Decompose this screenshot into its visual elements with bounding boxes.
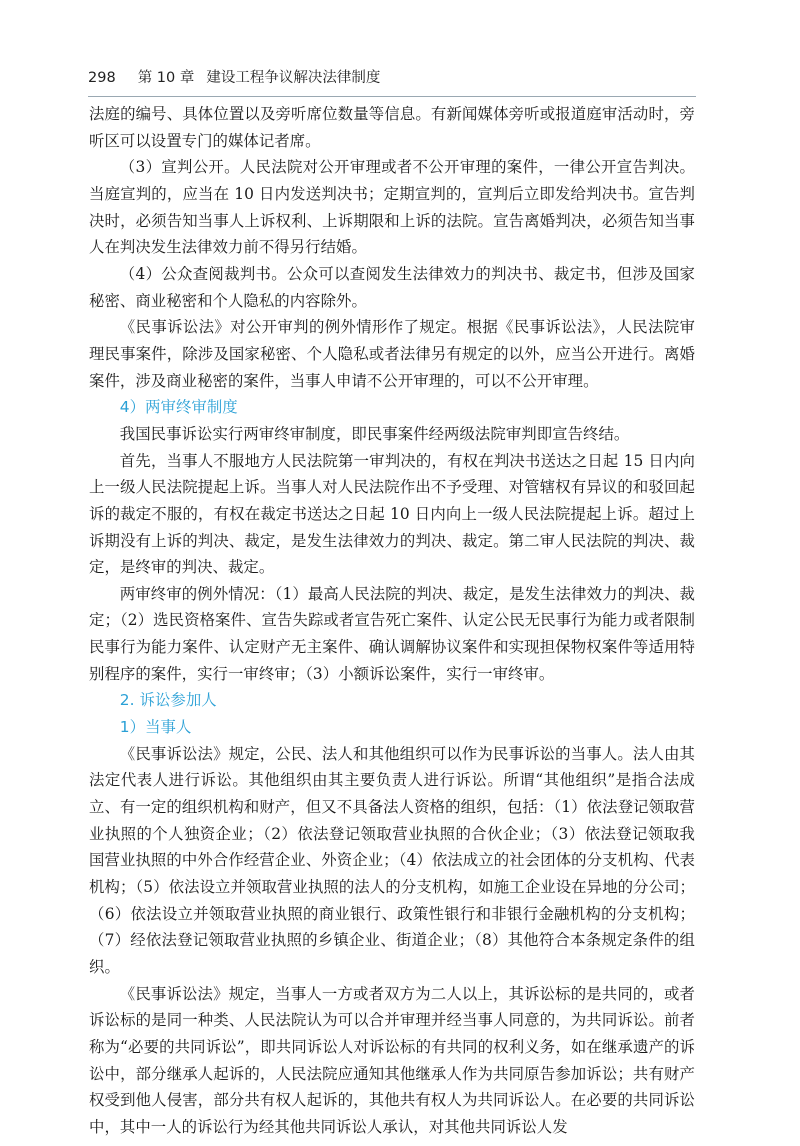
paragraph-public-access: （4）公众查阅裁判书。公众可以查阅发生法律效力的判决书、裁定书，但涉及国家秘密、商业秘密和个人隐私的内容除外。 (89, 264, 695, 310)
chapter-title: 建设工程争议解决法律制度 (206, 70, 381, 86)
paragraph-joint-litigation: 《民事诉讼法》规定，当事人一方或者双方为二人以上，其诉讼标的是共同的，或者诉讼标的是同一种类、人民法院认为可以合并审理并经当事人同意的，为共同诉讼。前者称为“必要的共同诉讼”，即共同诉讼人对诉讼标的有共同的权利义务，如在继承遗产的诉讼中，部分继承人起诉的，人民法院应通知其他继承人作为共同原告参加诉讼；共有财产权受到他人侵害，部分共有权人起诉的，其他共有权人为共同诉讼人。在必要的共同诉讼中，其中一人的诉讼行为经其他共同诉讼人承认，对其他共同诉讼人发 (89, 984, 695, 1136)
section-heading-parties: 1）当事人 (119, 718, 192, 737)
section-heading-two-instance: 4）两审终审制度 (119, 398, 238, 417)
chapter-number: 第 10 章 (137, 70, 195, 86)
paragraph-appeal: 首先，当事人不服地方人民法院第一审判决的，有权在判决书送达之日起 15 日内向上一级人民法院提起上诉。当事人对人民法院作出不予受理、对管辖权有异议的和驳回起诉的裁定不服的，有权在裁定书送达之日起 10 日内向上一级人民法院提起上诉。超过上诉期没有上诉的判决、裁定，是发生法律效力的判决、裁定。第二审人民法院的判决、裁定，是终审的判决、裁定。 (89, 451, 695, 577)
paragraph-exceptions: 《民事诉讼法》对公开审判的例外情形作了规定。根据《民事诉讼法》，人民法院审理民事案件，除涉及国家秘密、个人隐私或者法律另有规定的以外，应当公开进行。离婚案件，涉及商业秘密的案件，当事人申请不公开审理的，可以不公开审理。 (89, 318, 695, 390)
header-divider (88, 96, 696, 97)
paragraph-continued: 法庭的编号、具体位置以及旁听席位数量等信息。有新闻媒体旁听或报道庭审活动时，旁听区可以设置专门的媒体记者席。 (89, 105, 695, 150)
body-text (89, 101, 695, 1141)
paragraph-two-instance-intro: 我国民事诉讼实行两审终审制度，即民事案件经两级法院审判即宣告终结。 (119, 424, 630, 443)
paragraph-two-instance-exceptions: 两审终审的例外情况：（1）最高人民法院的判决、裁定，是发生法律效力的判决、裁定；（2）选民资格案件、宣告失踪或者宣告死亡案件、认定公民无民事行为能力或者限制民事行为能力案件、认定财产无主案件、确认调解协议案件和实现担保物权案件等适用特别程序的案件，实行一审终审；（3）小额诉讼案件，实行一审终审。 (89, 584, 695, 683)
paragraph-parties: 《民事诉讼法》规定，公民、法人和其他组织可以作为民事诉讼的当事人。法人由其法定代表人进行诉讼。其他组织由其主要负责人进行诉讼。所谓“其他组织”是指合法成立、有一定的组织机构和财产，但又不具备法人资格的组织，包括：（1）依法登记领取营业执照的个人独资企业；（2）依法登记领取营业执照的合伙企业；（3）依法登记领取我国营业执照的中外合作经营企业、外资企业；（4）依法成立的社会团体的分支机构、代表机构；（5）依法设立并领取营业执照的法人的分支机构，如施工企业设在异地的分公司；（6）依法设立并领取营业执照的商业银行、政策性银行和非银行金融机构的分支机构；（7）经依法登记领取营业执照的乡镇企业、街道企业；（8）其他符合本条规定条件的组织。 (89, 744, 695, 976)
section-heading-participants: 2. 诉讼参加人 (119, 691, 217, 710)
paragraph-public-verdict: （3）宣判公开。人民法院对公开审理或者不公开审理的案件，一律公开宣告判决。当庭宣判的，应当在 10 日内发送判决书；定期宣判的，宣判后立即发给判决书。宣告判决时，必须告知当事人上诉权利、上诉期限和上诉的法院。宣告离婚判决，必须告知当事人在判决发生法律效力前不得另行结婚。 (89, 158, 695, 257)
running-header (88, 66, 700, 88)
page-number: 298 (88, 70, 116, 86)
